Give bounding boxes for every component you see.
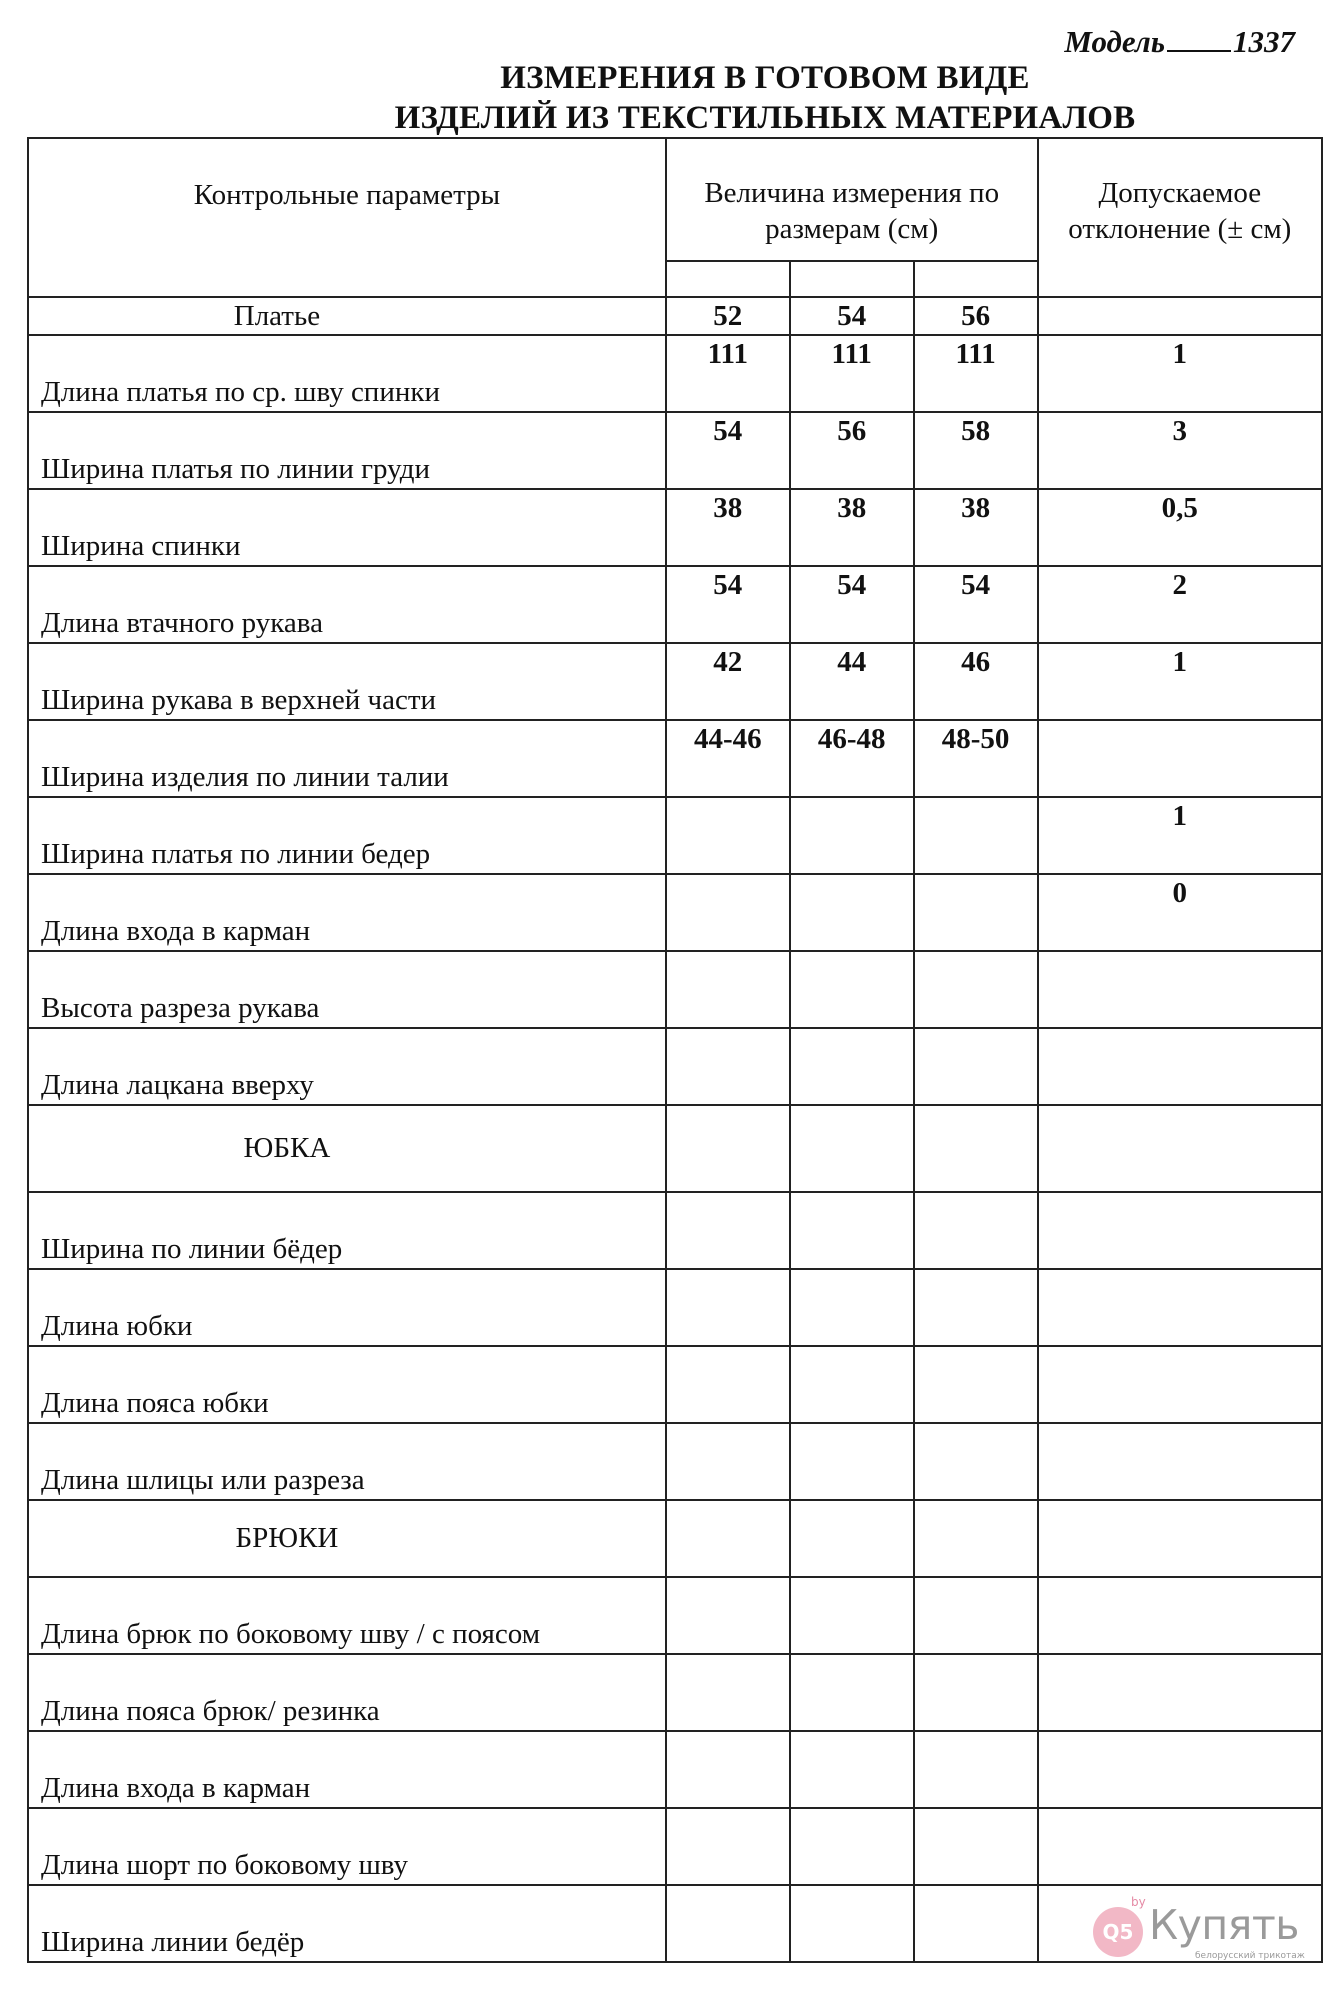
row-value: 46-48 bbox=[790, 720, 914, 797]
table-row bbox=[28, 1577, 1322, 1654]
row-value bbox=[790, 1731, 914, 1808]
section-title: ЮБКА bbox=[28, 1105, 666, 1192]
row-value bbox=[790, 874, 914, 951]
row-tolerance bbox=[1038, 720, 1322, 797]
row-value bbox=[790, 1577, 914, 1654]
section-empty-cell bbox=[1038, 1105, 1322, 1192]
table-row bbox=[28, 1028, 1322, 1105]
table-row bbox=[28, 874, 1322, 951]
row-value bbox=[790, 1346, 914, 1423]
row-name: Длина лацкана вверху bbox=[28, 1028, 666, 1105]
row-name: Ширина рукава в верхней части bbox=[28, 643, 666, 720]
row-tolerance: 1 bbox=[1038, 335, 1322, 412]
table-row bbox=[28, 566, 1322, 643]
row-value: 48-50 bbox=[914, 720, 1038, 797]
row-name: Длина брюк по боковому шву / с поясом bbox=[28, 1577, 666, 1654]
row-tolerance bbox=[1038, 1654, 1322, 1731]
row-value: 38 bbox=[790, 489, 914, 566]
watermark-logo bbox=[1093, 1895, 1333, 1970]
section-row bbox=[28, 1105, 1322, 1192]
table-row bbox=[28, 1346, 1322, 1423]
measurements-table bbox=[27, 137, 1323, 1963]
logo-badge: Q5 bbox=[1093, 1907, 1143, 1957]
row-value: 38 bbox=[666, 489, 790, 566]
row-name: Ширина по линии бёдер bbox=[28, 1192, 666, 1269]
row-name: Длина юбки bbox=[28, 1269, 666, 1346]
row-tolerance: 0,5 bbox=[1038, 489, 1322, 566]
table-row bbox=[28, 1192, 1322, 1269]
row-name: Ширина платья по линии груди bbox=[28, 412, 666, 489]
row-value: 38 bbox=[914, 489, 1038, 566]
size-tol-empty bbox=[1038, 297, 1322, 335]
row-value bbox=[914, 1192, 1038, 1269]
row-tolerance bbox=[1038, 1808, 1322, 1885]
row-value bbox=[914, 951, 1038, 1028]
row-value: 54 bbox=[666, 566, 790, 643]
row-value bbox=[914, 1731, 1038, 1808]
model-label-text: Модель bbox=[1064, 24, 1165, 59]
table-row bbox=[28, 1269, 1322, 1346]
row-name: Длина пояса юбки bbox=[28, 1346, 666, 1423]
row-value: 54 bbox=[790, 566, 914, 643]
row-value bbox=[666, 951, 790, 1028]
row-name: Ширина линии бедёр bbox=[28, 1885, 666, 1962]
model-number: 1337 bbox=[1233, 24, 1295, 59]
row-name: Ширина изделия по линии талии bbox=[28, 720, 666, 797]
row-value bbox=[666, 1808, 790, 1885]
logo-tagline: белорусский трикотаж bbox=[1195, 1951, 1305, 1961]
table-row bbox=[28, 489, 1322, 566]
garment-label: Платье bbox=[28, 297, 666, 335]
sub-cell-3 bbox=[914, 261, 1038, 297]
row-name: Длина пояса брюк/ резинка bbox=[28, 1654, 666, 1731]
row-tolerance bbox=[1038, 1346, 1322, 1423]
row-value bbox=[790, 1808, 914, 1885]
row-tolerance bbox=[1038, 1028, 1322, 1105]
size-52: 52 bbox=[666, 297, 790, 335]
row-value bbox=[914, 1808, 1038, 1885]
row-value: 111 bbox=[666, 335, 790, 412]
header-sizes bbox=[666, 138, 1038, 261]
row-name: Длина входа в карман bbox=[28, 874, 666, 951]
row-tolerance: 1 bbox=[1038, 797, 1322, 874]
row-value bbox=[790, 1269, 914, 1346]
section-empty-cell bbox=[914, 1105, 1038, 1192]
size-54: 54 bbox=[790, 297, 914, 335]
row-tolerance bbox=[1038, 1577, 1322, 1654]
row-name: Высота разреза рукава bbox=[28, 951, 666, 1028]
row-name: Длина шорт по боковому шву bbox=[28, 1808, 666, 1885]
section-row bbox=[28, 1500, 1322, 1577]
sizes-row bbox=[28, 297, 1322, 335]
row-name: Длина шлицы или разреза bbox=[28, 1423, 666, 1500]
row-name: Длина входа в карман bbox=[28, 1731, 666, 1808]
table-row bbox=[28, 720, 1322, 797]
row-value bbox=[666, 1423, 790, 1500]
logo-badge-sup: by bbox=[1131, 1895, 1146, 1909]
row-value: 44 bbox=[790, 643, 914, 720]
row-value: 54 bbox=[914, 566, 1038, 643]
row-value bbox=[914, 1269, 1038, 1346]
row-value bbox=[914, 1654, 1038, 1731]
row-value bbox=[666, 1028, 790, 1105]
row-value bbox=[790, 1192, 914, 1269]
table-row bbox=[28, 1423, 1322, 1500]
row-value bbox=[666, 874, 790, 951]
row-tolerance bbox=[1038, 951, 1322, 1028]
row-value bbox=[914, 1028, 1038, 1105]
row-value bbox=[914, 1885, 1038, 1962]
row-value bbox=[790, 797, 914, 874]
row-value bbox=[666, 1731, 790, 1808]
row-value bbox=[790, 1885, 914, 1962]
row-value bbox=[666, 1885, 790, 1962]
table-row bbox=[28, 797, 1322, 874]
row-value: 44-46 bbox=[666, 720, 790, 797]
size-56: 56 bbox=[914, 297, 1038, 335]
row-value bbox=[914, 1577, 1038, 1654]
header-tolerance bbox=[1038, 138, 1322, 297]
row-value: 58 bbox=[914, 412, 1038, 489]
section-empty-cell bbox=[790, 1105, 914, 1192]
header-row bbox=[28, 138, 1322, 261]
table-row bbox=[28, 335, 1322, 412]
header-params: Контрольные параметры bbox=[28, 138, 666, 297]
section-empty-cell bbox=[790, 1500, 914, 1577]
table-row bbox=[28, 951, 1322, 1028]
section-empty-cell bbox=[914, 1500, 1038, 1577]
row-value bbox=[914, 1423, 1038, 1500]
table-row bbox=[28, 1731, 1322, 1808]
row-tolerance: 0 bbox=[1038, 874, 1322, 951]
section-title: БРЮКИ bbox=[28, 1500, 666, 1577]
row-value bbox=[914, 797, 1038, 874]
section-empty-cell bbox=[666, 1105, 790, 1192]
row-tolerance bbox=[1038, 1269, 1322, 1346]
row-value bbox=[790, 1654, 914, 1731]
table-row bbox=[28, 1654, 1322, 1731]
row-name: Ширина платья по линии бедер bbox=[28, 797, 666, 874]
row-name: Длина втачного рукава bbox=[28, 566, 666, 643]
row-value: 42 bbox=[666, 643, 790, 720]
table-row bbox=[28, 643, 1322, 720]
row-tolerance: 2 bbox=[1038, 566, 1322, 643]
row-tolerance: 1 bbox=[1038, 643, 1322, 720]
title-line-1: ИЗМЕРЕНИЯ В ГОТОВОМ ВИДЕ bbox=[500, 60, 1030, 96]
table-row bbox=[28, 1808, 1322, 1885]
row-value bbox=[790, 1423, 914, 1500]
section-empty-cell bbox=[1038, 1500, 1322, 1577]
row-value bbox=[914, 1346, 1038, 1423]
table-row bbox=[28, 412, 1322, 489]
logo-brand: Купять bbox=[1149, 1901, 1299, 1949]
model-underline bbox=[1167, 28, 1231, 52]
row-name: Ширина спинки bbox=[28, 489, 666, 566]
row-value bbox=[666, 797, 790, 874]
row-tolerance bbox=[1038, 1731, 1322, 1808]
row-value bbox=[666, 1269, 790, 1346]
row-value: 46 bbox=[914, 643, 1038, 720]
sub-cell-2 bbox=[790, 261, 914, 297]
row-value: 111 bbox=[790, 335, 914, 412]
row-value bbox=[666, 1346, 790, 1423]
row-value bbox=[790, 1028, 914, 1105]
row-value bbox=[666, 1654, 790, 1731]
row-value: 56 bbox=[790, 412, 914, 489]
row-tolerance: 3 bbox=[1038, 412, 1322, 489]
row-name: Длина платья по ср. шву спинки bbox=[28, 335, 666, 412]
row-value bbox=[790, 951, 914, 1028]
header-tolerance-text: Допускаемое отклонение (± см) bbox=[1068, 177, 1292, 245]
row-value bbox=[666, 1577, 790, 1654]
title-line-2: ИЗДЕЛИЙ ИЗ ТЕКСТИЛЬНЫХ МАТЕРИАЛОВ bbox=[394, 100, 1136, 136]
row-tolerance bbox=[1038, 1423, 1322, 1500]
model-label bbox=[1064, 24, 1295, 60]
section-empty-cell bbox=[666, 1500, 790, 1577]
header-sizes-text: Величина измерения по размерам (см) bbox=[704, 177, 1000, 245]
row-value bbox=[914, 874, 1038, 951]
row-value: 54 bbox=[666, 412, 790, 489]
row-tolerance bbox=[1038, 1192, 1322, 1269]
row-value bbox=[666, 1192, 790, 1269]
row-value: 111 bbox=[914, 335, 1038, 412]
sub-cell-1 bbox=[666, 261, 790, 297]
